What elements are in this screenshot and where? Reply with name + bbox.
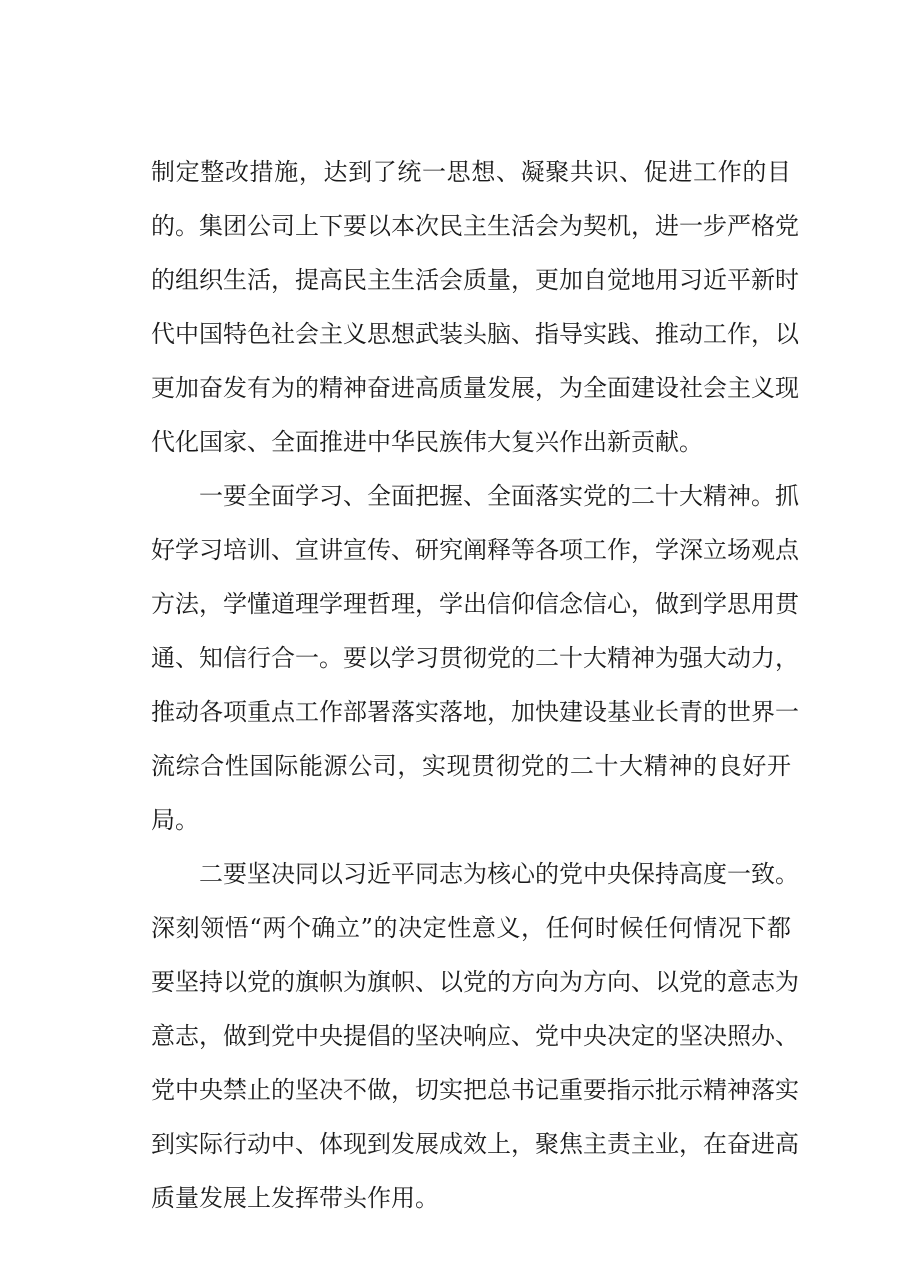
paragraph-line: 推动各项重点工作部署落实落地，加快建设基业长青的世界一 xyxy=(151,698,799,726)
paragraph-line: 二要坚决同以习近平同志为核心的党中央保持高度一致。 xyxy=(199,860,799,888)
paragraph-line: 质量发展上发挥带头作用。 xyxy=(151,1184,439,1212)
paragraph-3 xyxy=(151,847,799,1225)
paragraph-line: 一要全面学习、全面把握、全面落实党的二十大精神。抓 xyxy=(199,482,799,510)
paragraph-line: 意志，做到党中央提倡的坚决响应、党中央决定的坚决照办、 xyxy=(151,1022,799,1050)
paragraph-line: 深刻领悟“两个确立”的决定性意义，任何时候任何情况下都 xyxy=(151,914,791,942)
paragraph-line: 方法，学懂道理学理哲理，学出信仰信念信心，做到学思用贯 xyxy=(151,590,799,618)
paragraph-1 xyxy=(151,145,799,469)
paragraph-line: 局。 xyxy=(151,806,199,834)
paragraph-line: 代化国家、全面推进中华民族伟大复兴作出新贡献。 xyxy=(151,428,703,456)
document-page xyxy=(151,145,799,1225)
paragraph-line: 流综合性国际能源公司，实现贯彻党的二十大精神的良好开 xyxy=(151,752,791,780)
paragraph-line: 党中央禁止的坚决不做，切实把总书记重要指示批示精神落实 xyxy=(151,1076,799,1104)
paragraph-line: 更加奋发有为的精神奋进高质量发展，为全面建设社会主义现 xyxy=(151,374,799,402)
paragraph-2 xyxy=(151,469,799,847)
paragraph-line: 通、知信行合一。要以学习贯彻党的二十大精神为强大动力， xyxy=(151,644,799,672)
paragraph-line: 好学习培训、宣讲宣传、研究阐释等各项工作，学深立场观点 xyxy=(151,536,799,564)
paragraph-line: 要坚持以党的旗帜为旗帜、以党的方向为方向、以党的意志为 xyxy=(151,968,799,996)
paragraph-line: 的组织生活，提高民主生活会质量，更加自觉地用习近平新时 xyxy=(151,266,799,294)
paragraph-line: 代中国特色社会主义思想武装头脑、指导实践、推动工作，以 xyxy=(151,320,799,348)
paragraph-line: 到实际行动中、体现到发展成效上，聚焦主责主业，在奋进高 xyxy=(151,1130,799,1158)
paragraph-line: 的。集团公司上下要以本次民主生活会为契机，进一步严格党 xyxy=(151,212,799,240)
paragraph-line: 制定整改措施，达到了统一思想、凝聚共识、促进工作的目 xyxy=(151,158,791,186)
